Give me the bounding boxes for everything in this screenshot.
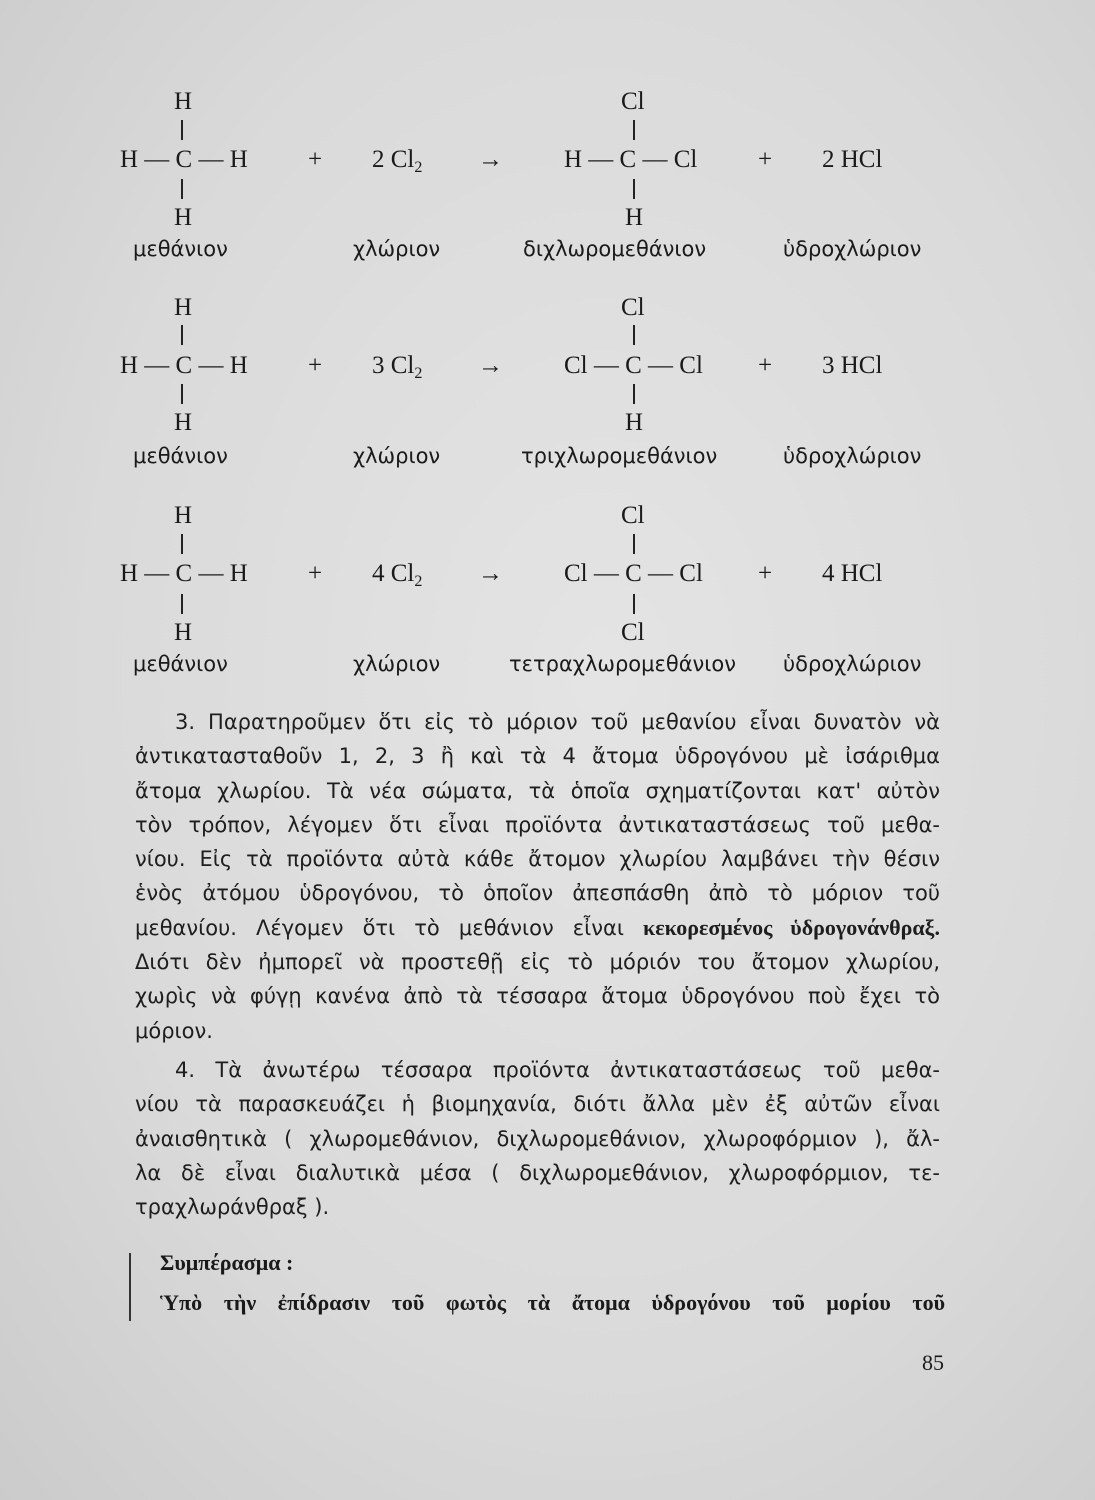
methane-middle-row: H — C — H — [120, 352, 248, 379]
plus-sign: + — [308, 560, 323, 587]
reaction-arrow: → — [478, 352, 503, 379]
plus-sign: + — [758, 146, 773, 173]
bond-line — [633, 325, 635, 345]
name-product: τριχλωρομεθάνιον — [521, 444, 718, 468]
name-methane: μεθάνιον — [133, 444, 228, 468]
product-bottom-atom: Cl — [621, 619, 645, 646]
paragraph-line: Διότι δὲν ἠμπορεῖ νὰ προστεθῇ εἰς τὸ μόριόν του ἄτομον χλωρίου, — [135, 950, 940, 975]
paragraph-3 — [135, 705, 940, 1048]
hcl-product: 4 HCl — [822, 560, 883, 587]
bond-line — [181, 534, 183, 554]
atom-h-bottom: H — [174, 409, 193, 436]
reaction-arrow: → — [478, 560, 503, 587]
paragraph-line: νίου. Εἰς τὰ προϊόντα αὐτὰ κάθε ἄτομον χλωρίου λαμβάνει τὴν θέσιν — [135, 847, 940, 872]
paragraph-line: 4. Τὰ ἀνωτέρω τέσσαρα προϊόντα ἀντικαταστάσεως τοῦ μεθα- — [175, 1058, 940, 1082]
name-methane: μεθάνιον — [133, 237, 228, 261]
plus-sign: + — [308, 352, 323, 379]
bond-line — [181, 120, 183, 140]
name-hcl: ὑδροχλώριον — [783, 652, 922, 676]
atom-h-top: H — [174, 502, 193, 529]
bond-line — [633, 384, 635, 404]
paragraph-line: μεθανίου. Λέγομεν ὅτι τὸ μεθάνιον εἶναι κεκορεσμένος ὑδρογονάνθραξ. — [135, 914, 940, 940]
paragraph-line: ἀντικατασταθοῦν 1, 2, 3 ἢ καὶ τὰ 4 ἄτομα ὑδρογόνου μὲ ἰσάριθμα — [135, 744, 940, 769]
name-methane: μεθάνιον — [133, 652, 228, 676]
paragraph-line: λα δὲ εἶναι διαλυτικὰ μέσα ( διχλωρομεθάνιον, χλωροφόρμιον, τε- — [135, 1160, 940, 1185]
bond-line — [633, 179, 635, 199]
bond-line — [633, 534, 635, 554]
product-bottom-atom: H — [625, 204, 644, 231]
name-hcl: ὑδροχλώριον — [783, 237, 922, 261]
conclusion-heading: Συμπέρασμα : — [160, 1250, 294, 1275]
hcl-product: 2 HCl — [822, 146, 883, 173]
product-top-atom: Cl — [621, 502, 645, 529]
paragraph-line: τραχλωράνθραξ ). — [135, 1195, 330, 1220]
paragraph-line: ἑνὸς ἀτόμου ὑδρογόνου, τὸ ὁποῖον ἀπεσπάσθη ἀπὸ τὸ μόριον τοῦ — [135, 881, 940, 906]
plus-sign: + — [758, 352, 773, 379]
methane-middle-row: H — C — H — [120, 560, 248, 587]
product-middle-row: H — C — Cl — [564, 146, 698, 173]
methane-middle-row: H — C — H — [120, 146, 248, 173]
chlorine-reagent: 4 $Cl_2$ — [372, 560, 423, 590]
hcl-product: 3 HCl — [822, 352, 883, 379]
name-chlorine: χλώριον — [353, 444, 441, 468]
chlorine-reagent: 2 $Cl_2$ — [372, 146, 423, 176]
atom-h-bottom: H — [174, 619, 193, 646]
bond-line — [181, 179, 183, 199]
name-product: διχλωρομεθάνιον — [523, 237, 707, 261]
product-middle-row: Cl — C — Cl — [564, 352, 703, 379]
paragraph-line: νίου τὰ παρασκευάζει ἡ βιομηχανία, διότι ἄλλα μὲν ἐξ αὐτῶν εἶναι — [135, 1092, 940, 1117]
paragraph-line: μόριον. — [135, 1018, 213, 1043]
name-product: τετραχλωρομεθάνιον — [509, 652, 736, 676]
atom-h-top: H — [174, 88, 193, 115]
product-top-atom: Cl — [621, 88, 645, 115]
atom-h-bottom: H — [174, 204, 193, 231]
bond-line — [633, 594, 635, 614]
bond-line — [181, 594, 183, 614]
conclusion-text: Ὑπὸ τὴν ἐπίδρασιν τοῦ φωτὸς τὰ ἄτομα ὑδρογόνου τοῦ μορίου τοῦ — [160, 1290, 945, 1315]
name-chlorine: χλώριον — [353, 652, 441, 676]
product-middle-row: Cl — C — Cl — [564, 560, 703, 587]
name-hcl: ὑδροχλώριον — [783, 444, 922, 468]
bond-line — [181, 325, 183, 345]
conclusion-margin-bar — [129, 1253, 131, 1321]
reaction-arrow: → — [478, 146, 503, 173]
paragraph-line: 3. Παρατηροῦμεν ὅτι εἰς τὸ μόριον τοῦ μεθανίου εἶναι δυνατὸν νὰ — [175, 710, 940, 734]
name-chlorine: χλώριον — [353, 237, 441, 261]
bold-term: κεκορεσμένος ὑδρογονάνθραξ. — [643, 914, 940, 940]
atom-h-top: H — [174, 294, 193, 321]
plus-sign: + — [758, 560, 773, 587]
bond-line — [181, 384, 183, 404]
chlorine-reagent: 3 $Cl_2$ — [372, 352, 423, 382]
bond-line — [633, 120, 635, 140]
product-top-atom: Cl — [621, 294, 645, 321]
paragraph-line: ἀναισθητικὰ ( χλωρομεθάνιον, διχλωρομεθάνιον, χλωροφόρμιον ), ἄλ- — [135, 1126, 940, 1151]
plus-sign: + — [308, 146, 323, 173]
product-bottom-atom: H — [625, 409, 644, 436]
page-number: 85 — [922, 1350, 944, 1375]
paragraph-line: χωρὶς νὰ φύγῃ κανένα ἀπὸ τὰ τέσσαρα ἄτομα ὑδρογόνου ποὺ ἔχει τὸ — [135, 984, 940, 1009]
paragraph-4 — [135, 1053, 940, 1224]
paragraph-line: τὸν τρόπον, λέγομεν ὅτι εἶναι προϊόντα ἀντικαταστάσεως τοῦ μεθα- — [135, 812, 940, 837]
paragraph-line: ἄτομα χλωρίου. Τὰ νέα σώματα, τὰ ὁποῖα σχηματίζονται κατ' αὐτὸν — [135, 778, 940, 803]
